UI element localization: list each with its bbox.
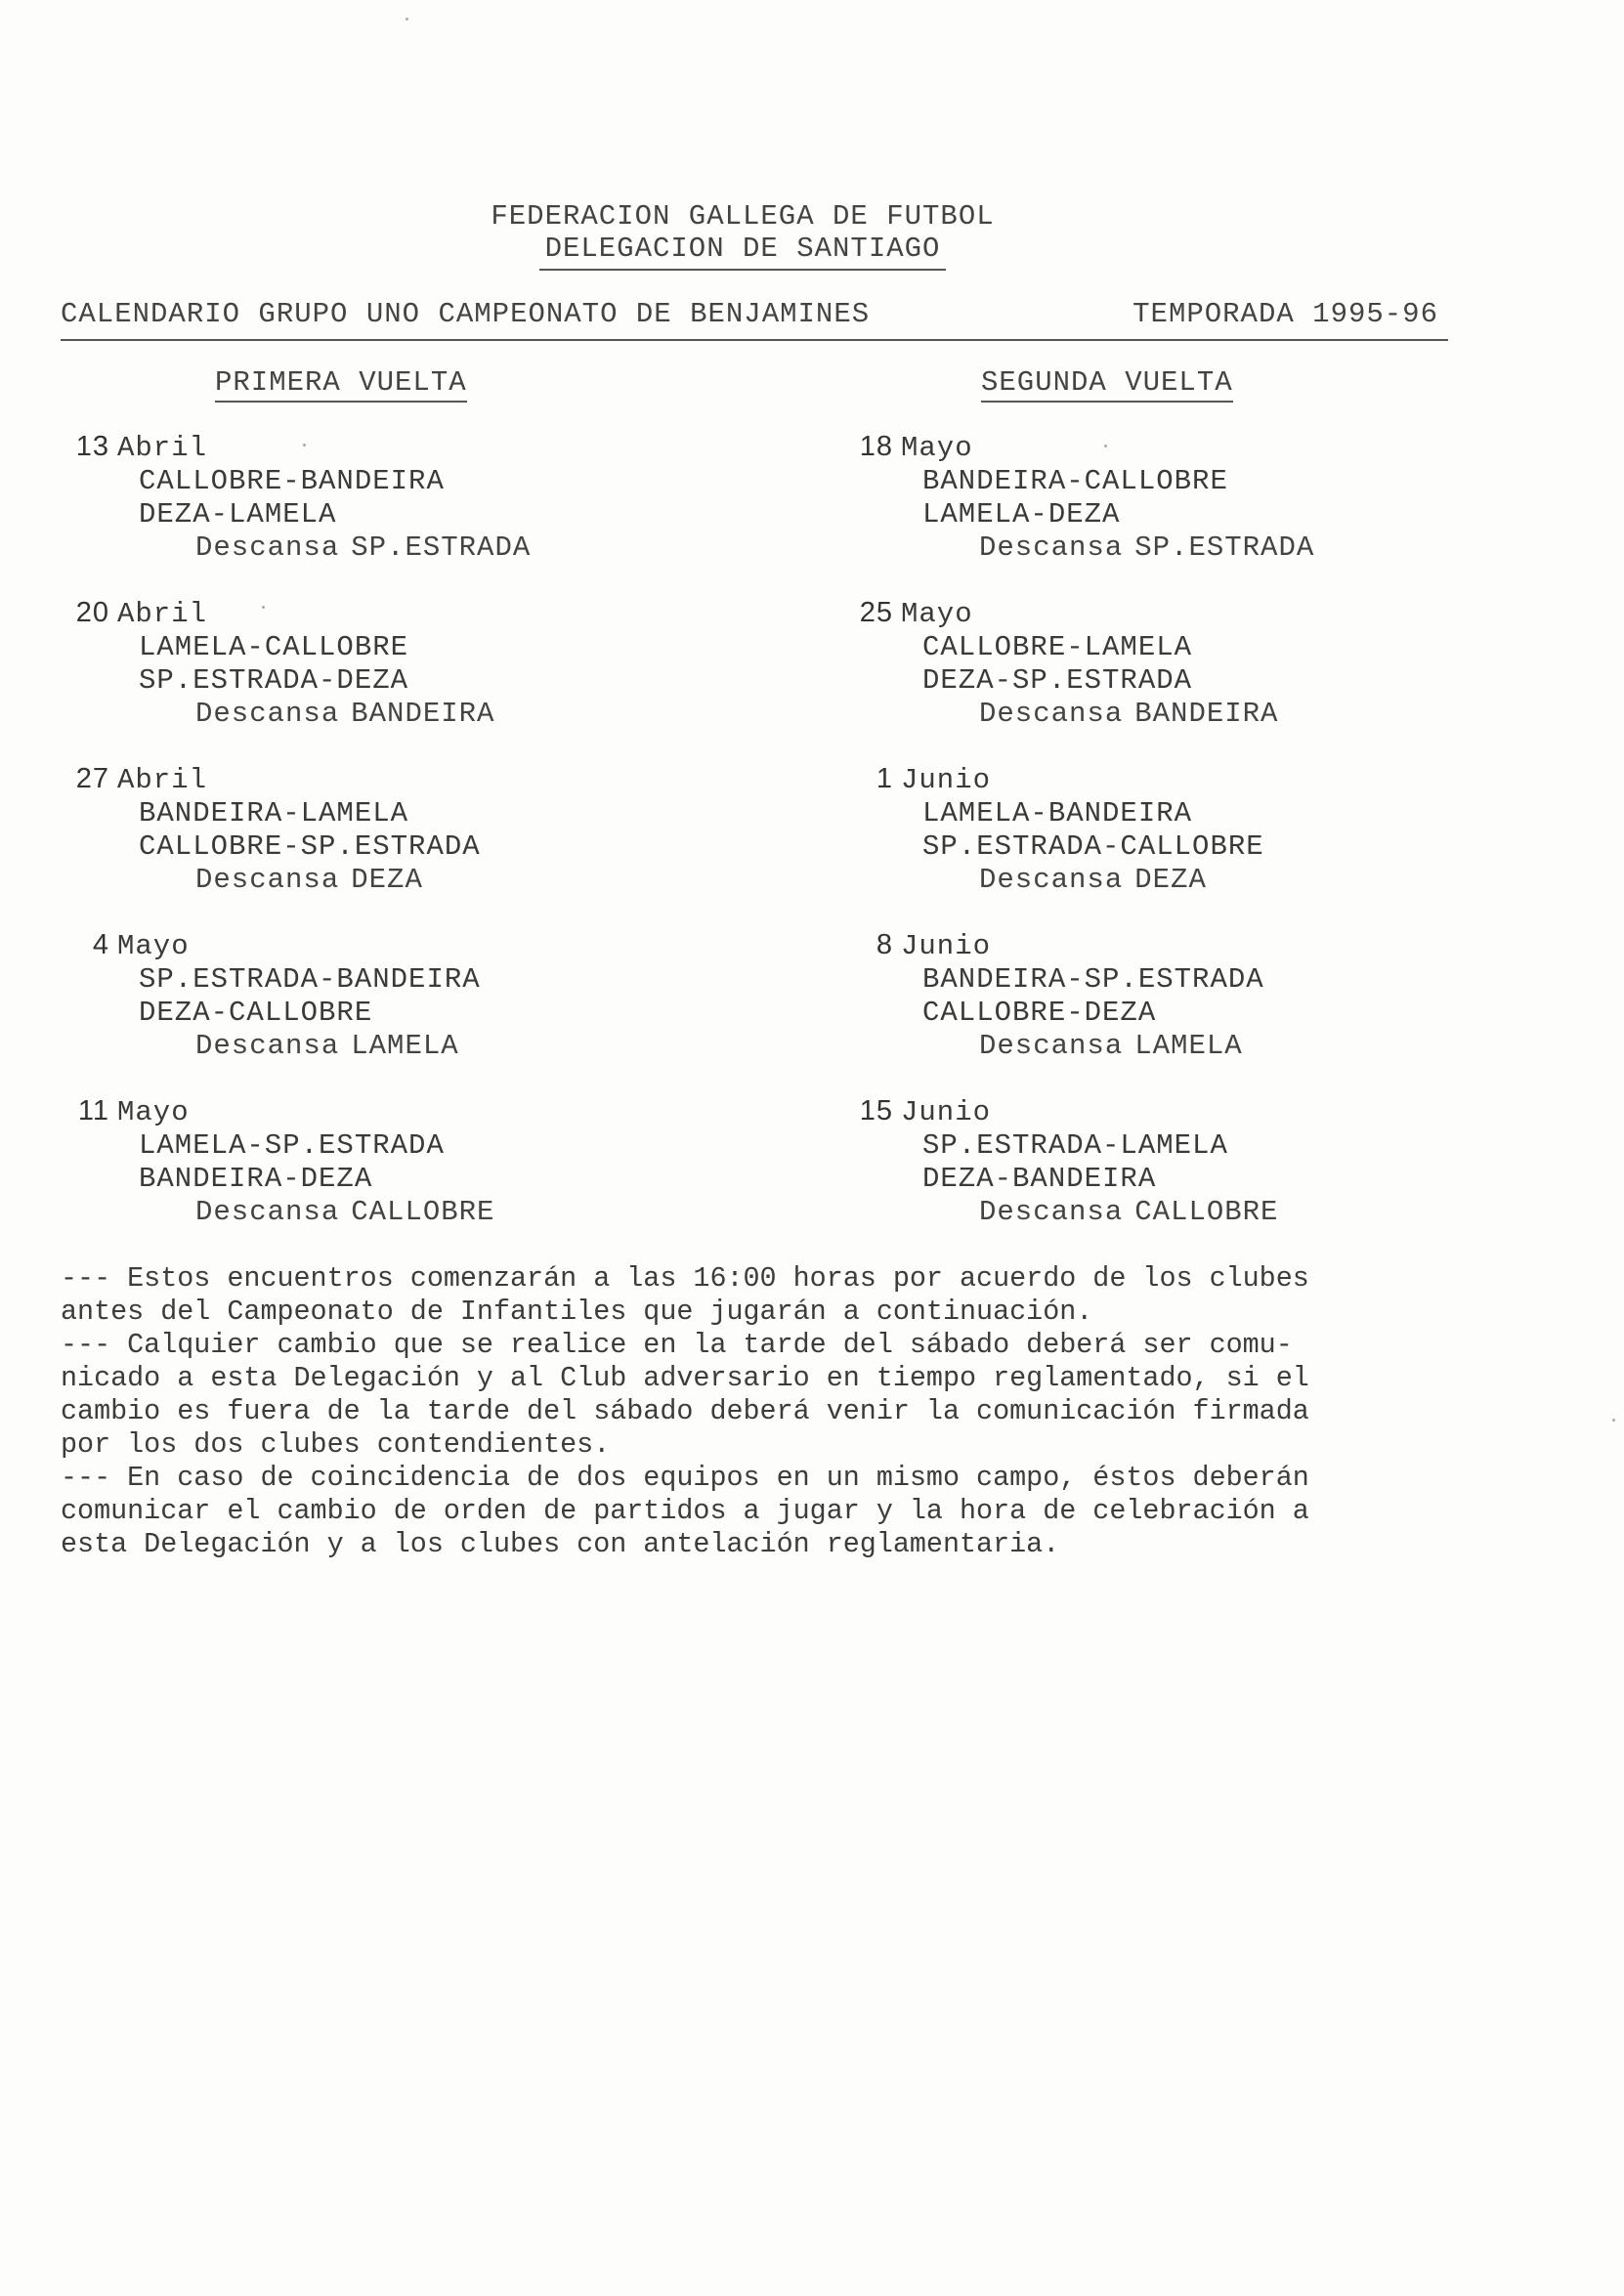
rest-team-line: [842, 864, 1526, 897]
matchday-day: 15: [859, 1095, 893, 1127]
rest-team-line: [842, 531, 1526, 565]
matchday: [59, 762, 743, 928]
matchday-date: [59, 762, 743, 797]
rest-label: Descansa: [195, 864, 340, 896]
matchday-month: Mayo: [901, 598, 973, 630]
rest-label: Descansa: [195, 531, 340, 564]
matchday-day: 8: [876, 929, 893, 960]
note-line: antes del Campeonato de Infantiles que jugarán a continuación.: [61, 1296, 1093, 1328]
rest-team-line: [842, 698, 1526, 731]
matchday: [59, 430, 743, 596]
match: BANDEIRA-LAMELA: [139, 797, 409, 829]
match: DEZA-LAMELA: [139, 498, 337, 531]
rest-team: SP.ESTRADA: [351, 531, 532, 564]
matchday-date: [842, 928, 1526, 963]
first-round-schedule: [59, 430, 743, 1260]
paper-speck: [303, 444, 306, 446]
paper-speck: [1612, 1419, 1615, 1422]
matchday: [842, 762, 1526, 928]
matchday-month: Abril: [117, 598, 208, 630]
rest-label: Descansa: [195, 698, 340, 730]
match: DEZA-CALLOBRE: [139, 997, 373, 1029]
rest-team: LAMELA: [1134, 1030, 1243, 1062]
match: SP.ESTRADA-LAMELA: [922, 1129, 1228, 1162]
note-line: por los dos clubes contendientes.: [61, 1428, 611, 1461]
matchday: [842, 430, 1526, 596]
match: LAMELA-BANDEIRA: [922, 797, 1193, 829]
delegation-title: [0, 233, 1485, 271]
matchday-month: Junio: [901, 930, 992, 962]
matchday-date: [842, 430, 1526, 465]
matchday: [842, 928, 1526, 1094]
rest-team: LAMELA: [351, 1030, 459, 1062]
rest-label: Descansa: [979, 698, 1124, 730]
match: LAMELA-SP.ESTRADA: [139, 1129, 445, 1162]
paper-speck: [262, 606, 265, 609]
matchday-day: 1: [876, 763, 893, 794]
matchday-day: 20: [75, 597, 109, 628]
match: CALLOBRE-LAMELA: [922, 631, 1193, 663]
matchday-month: Mayo: [117, 1096, 190, 1128]
federation-title: FEDERACION GALLEGA DE FUTBOL: [491, 200, 995, 233]
rest-team: BANDEIRA: [351, 698, 495, 730]
matchday-date: [59, 928, 743, 963]
note-line: nicado a esta Delegación y al Club adversario en tiempo reglamentado, si el: [61, 1362, 1309, 1394]
notes-section: [61, 1262, 1546, 1561]
paper-speck: [406, 18, 408, 21]
match: CALLOBRE-DEZA: [922, 997, 1157, 1029]
rest-team: SP.ESTRADA: [1134, 531, 1315, 564]
match: SP.ESTRADA-DEZA: [139, 664, 409, 697]
matchday-date: [842, 596, 1526, 631]
rest-team-line: [842, 1030, 1526, 1063]
matchday: [59, 928, 743, 1094]
paper-speck: [1104, 445, 1107, 447]
matchday-month: Abril: [117, 432, 208, 464]
matchday-day: 18: [859, 431, 893, 462]
match: BANDEIRA-CALLOBRE: [922, 465, 1228, 497]
note-line: comunicar el cambio de orden de partidos a jugar y la hora de celebración a: [61, 1495, 1309, 1527]
matchday-date: [59, 1094, 743, 1129]
matchday-month: Abril: [117, 764, 208, 796]
rest-team-line: [59, 1196, 743, 1229]
matchday-day: 4: [92, 929, 109, 960]
matchday: [842, 596, 1526, 762]
matchday-date: [59, 430, 743, 465]
matchday-month: Junio: [901, 764, 992, 796]
match: LAMELA-DEZA: [922, 498, 1121, 531]
calendar-title: CALENDARIO GRUPO UNO CAMPEONATO DE BENJAMINES: [61, 298, 871, 330]
match: LAMELA-CALLOBRE: [139, 631, 409, 663]
calendar-title-line: [61, 298, 1448, 341]
match: SP.ESTRADA-BANDEIRA: [139, 963, 481, 996]
match: CALLOBRE-BANDEIRA: [139, 465, 445, 497]
rest-team: CALLOBRE: [1134, 1196, 1279, 1228]
rest-team: CALLOBRE: [351, 1196, 495, 1228]
matchday-date: [842, 762, 1526, 797]
matchday-day: 13: [75, 431, 109, 462]
rest-team-line: [842, 1196, 1526, 1229]
rest-label: Descansa: [195, 1030, 340, 1062]
matchday-day: 25: [859, 597, 893, 628]
second-round-schedule: [842, 430, 1526, 1260]
matchday: [59, 1094, 743, 1260]
first-round-heading: PRIMERA VUELTA: [215, 366, 467, 403]
match: SP.ESTRADA-CALLOBRE: [922, 830, 1264, 863]
matchday-month: Mayo: [901, 432, 973, 464]
match: BANDEIRA-DEZA: [139, 1163, 373, 1195]
rest-team: BANDEIRA: [1134, 698, 1279, 730]
rest-team-line: [59, 864, 743, 897]
rest-team-line: [59, 698, 743, 731]
match: CALLOBRE-SP.ESTRADA: [139, 830, 481, 863]
rest-team-line: [59, 1030, 743, 1063]
note-line: cambio es fuera de la tarde del sábado deberá venir la comunicación firmada: [61, 1395, 1309, 1427]
match: DEZA-BANDEIRA: [922, 1163, 1157, 1195]
matchday-date: [842, 1094, 1526, 1129]
match: BANDEIRA-SP.ESTRADA: [922, 963, 1264, 996]
matchday-day: 11: [77, 1095, 109, 1127]
season-label: TEMPORADA 1995-96: [1133, 298, 1438, 330]
rest-label: Descansa: [979, 1196, 1124, 1228]
matchday-month: Mayo: [117, 930, 190, 962]
rest-team: DEZA: [1134, 864, 1207, 896]
rest-label: Descansa: [195, 1196, 340, 1228]
second-round-heading: SEGUNDA VUELTA: [981, 366, 1233, 403]
rest-label: Descansa: [979, 531, 1124, 564]
match: DEZA-SP.ESTRADA: [922, 664, 1193, 697]
note-line: --- Calquier cambio que se realice en la tarde del sábado deberá ser comu-: [61, 1329, 1293, 1361]
matchday-month: Junio: [901, 1096, 992, 1128]
matchday: [59, 596, 743, 762]
matchday-day: 27: [75, 763, 109, 794]
rest-label: Descansa: [979, 1030, 1124, 1062]
matchday-date: [59, 596, 743, 631]
note-line: --- Estos encuentros comenzarán a las 16:00 horas por acuerdo de los clubes: [61, 1262, 1309, 1295]
delegation-title-text: DELEGACION DE SANTIAGO: [539, 233, 947, 271]
matchday: [842, 1094, 1526, 1260]
rest-team: DEZA: [351, 864, 423, 896]
rest-team-line: [59, 531, 743, 565]
rest-label: Descansa: [979, 864, 1124, 896]
note-line: esta Delegación y a los clubes con antelación reglamentaria.: [61, 1528, 1060, 1560]
note-line: --- En caso de coincidencia de dos equipos en un mismo campo, éstos deberán: [61, 1462, 1309, 1494]
